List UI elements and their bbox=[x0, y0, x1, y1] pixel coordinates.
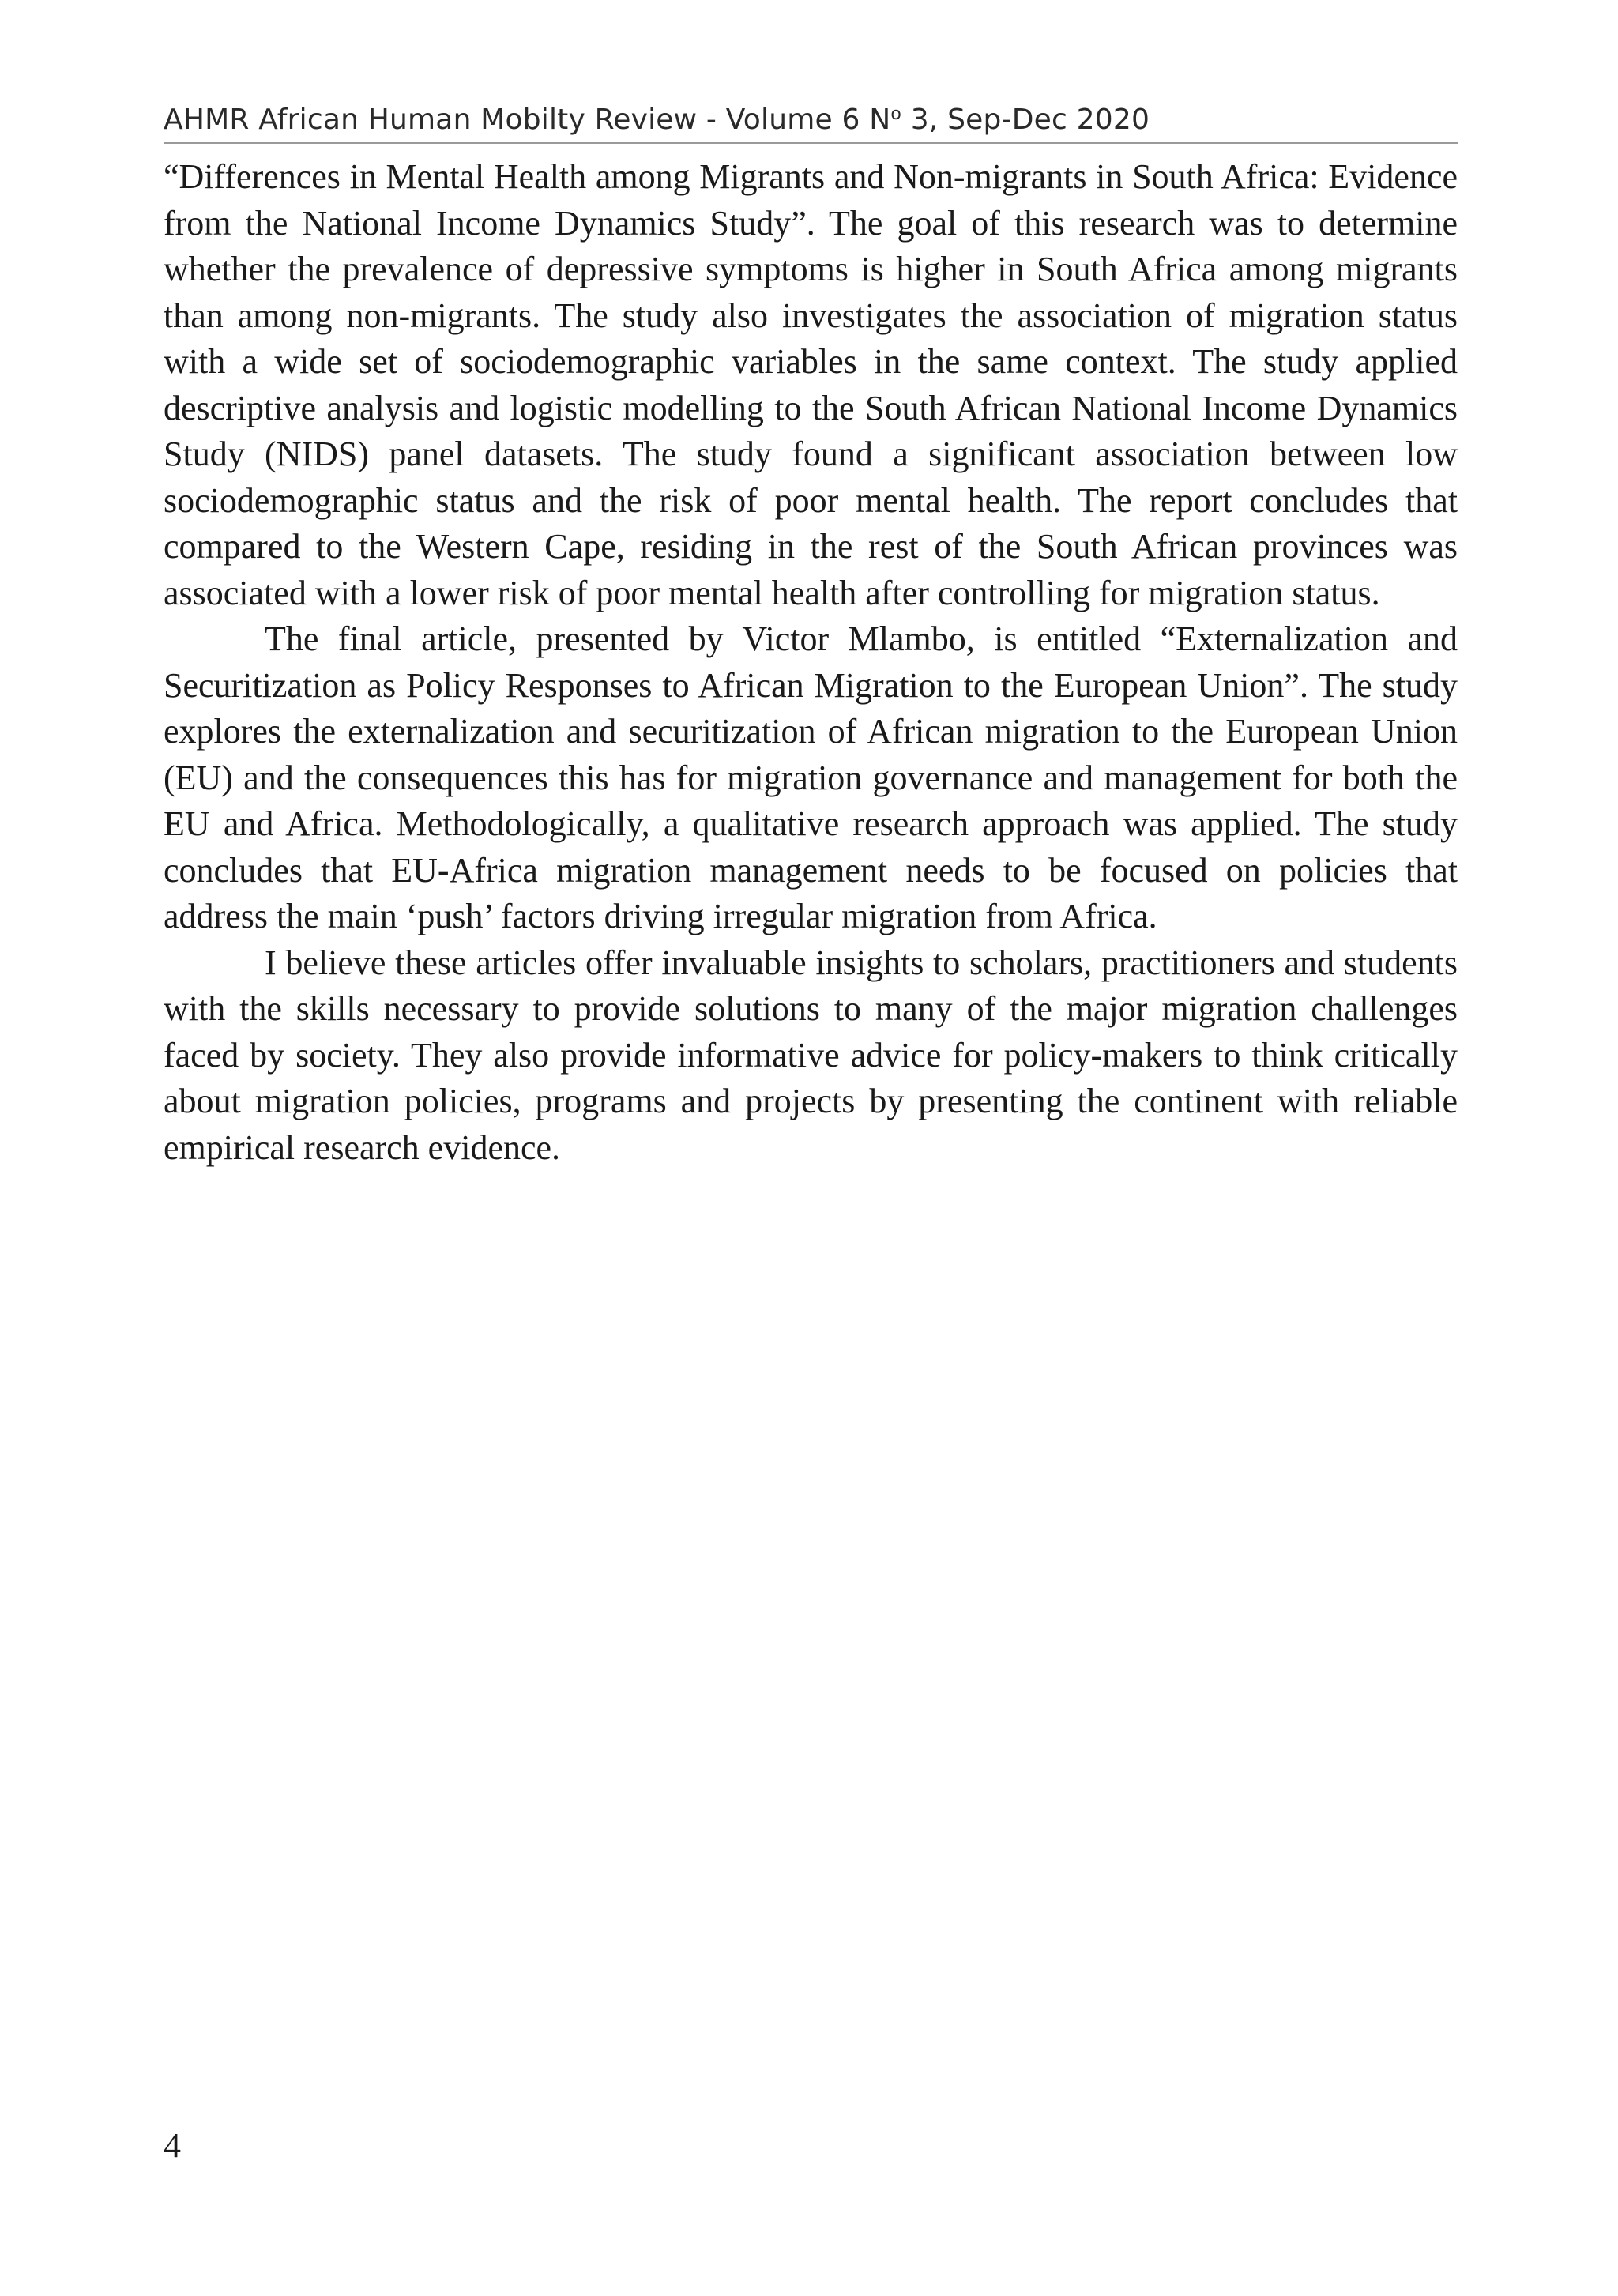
header-divider bbox=[164, 142, 1458, 144]
paragraph-conclusion: I believe these articles offer invaluable insights to scholars, practitioners and students with the skills necessary to provide solutions to many of the major migration challenges faced by society. They also provide informative advice for policy-makers to think critically about migration policies, programs and projects by presenting the continent with reliable empirical research evidence. bbox=[164, 943, 1458, 1167]
running-header bbox=[164, 101, 1458, 139]
page-number: 4 bbox=[164, 2126, 181, 2165]
header-journal-title: AHMR African Human Mobilty Review - Volume 6 N bbox=[164, 104, 891, 136]
header-issue-info: 3, Sep-Dec 2020 bbox=[901, 104, 1150, 136]
paragraph-final-article: The final article, presented by Victor Mlambo, is entitled “Externalization and Securitization as Policy Responses to African Migration to the European Union”. The study explores the externalization and securitization of African migration to the European Union (EU) and the consequences this has for migration governance and management for both the EU and Africa. Methodologically, a qualitative research approach was applied. The study concludes that EU-Africa migration management needs to be focused on policies that address the main ‘push’ factors driving irregular migration from Africa. bbox=[164, 619, 1458, 935]
body-text bbox=[164, 154, 1458, 1171]
header-number-sign: o bbox=[890, 104, 902, 124]
paragraph-continued: “Differences in Mental Health among Migrants and Non-migrants in South Africa: Evidence from the National Income Dynamics Study”. The goal of this research was to determine whether the prevalence of depressive symptoms is higher in South Africa among migrants than among non-migrants. The study also investigates the association of migration status with a wide set of sociodemographic variables in the same context. The study applied descriptive analysis and logistic modelling to the South African National Income Dynamics Study (NIDS) panel datasets. The study found a significant association between low sociodemographic status and the risk of poor mental health. The report concludes that compared to the Western Cape, residing in the rest of the South African provinces was associated with a lower risk of poor mental health after controlling for migration status. bbox=[164, 157, 1458, 612]
